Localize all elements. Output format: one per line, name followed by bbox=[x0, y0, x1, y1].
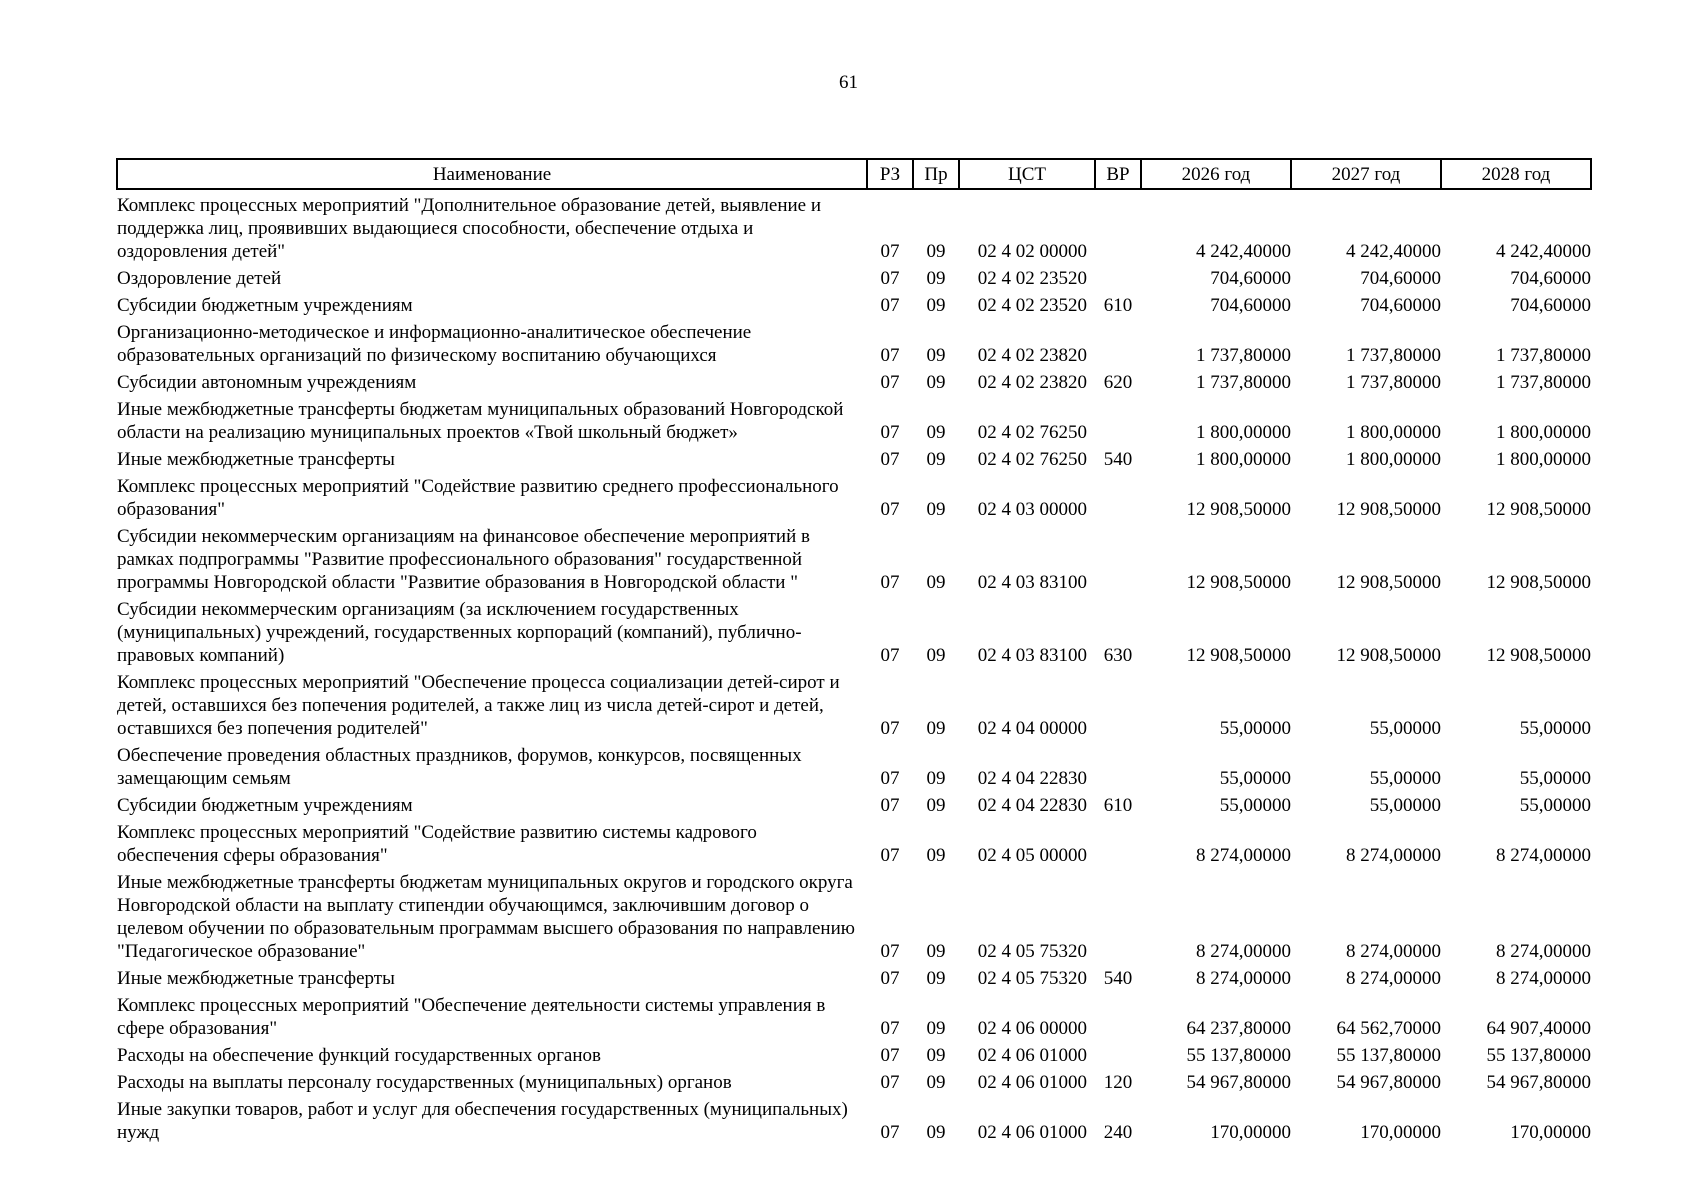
row-2028: 1 800,00000 bbox=[1496, 422, 1591, 443]
row-2028: 12 908,50000 bbox=[1486, 499, 1591, 520]
row-cst: 02 4 05 00000 bbox=[977, 845, 1087, 866]
row-2028: 1 800,00000 bbox=[1496, 449, 1591, 470]
table-row bbox=[117, 594, 1591, 667]
row-cst: 02 4 04 22830 bbox=[977, 795, 1087, 816]
table-row bbox=[117, 1094, 1591, 1144]
row-pr: 09 bbox=[926, 795, 946, 816]
row-name: Иные межбюджетные трансферты бюджетам муниципальных округов и городского округа Новгородской области на выплату стипендии обучающимся, заключившим договор о целевом обучении по образовательным программам высшего образования по направлению "Педагогическое образование" bbox=[117, 872, 855, 962]
row-cst: 02 4 02 23520 bbox=[977, 268, 1087, 289]
row-vr bbox=[1095, 263, 1141, 290]
row-pr: 09 bbox=[926, 499, 946, 520]
row-2027: 8 274,00000 bbox=[1346, 968, 1441, 989]
row-name: Субсидии некоммерческим организациям на финансовое обеспечение мероприятий в рамках подпрограммы "Развитие профессионального образования" государственной программы Новгородской области "Развитие образования в Новгородской области " bbox=[117, 526, 810, 593]
table-row bbox=[117, 471, 1591, 521]
row-pr: 09 bbox=[926, 449, 946, 470]
row-2028: 170,00000 bbox=[1510, 1122, 1591, 1143]
row-name: Иные межбюджетные трансферты bbox=[117, 968, 395, 989]
row-pr: 09 bbox=[926, 845, 946, 866]
row-cst: 02 4 06 01000 bbox=[977, 1072, 1087, 1093]
row-rz: 07 bbox=[880, 941, 900, 962]
page-number: 61 bbox=[839, 72, 858, 93]
row-2028: 8 274,00000 bbox=[1496, 941, 1591, 962]
row-name: Иные межбюджетные трансферты бюджетам муниципальных образований Новгородской области на реализацию муниципальных проектов «Твой школьный бюджет» bbox=[117, 399, 844, 443]
row-2026: 12 908,50000 bbox=[1186, 499, 1291, 520]
header-vr: ВР bbox=[1095, 159, 1141, 189]
row-cst: 02 4 06 01000 bbox=[977, 1045, 1087, 1066]
row-pr: 09 bbox=[926, 422, 946, 443]
row-2028: 4 242,40000 bbox=[1496, 241, 1591, 262]
row-cst: 02 4 03 83100 bbox=[977, 572, 1087, 593]
row-name: Иные межбюджетные трансферты bbox=[117, 449, 395, 470]
row-2028: 704,60000 bbox=[1510, 295, 1591, 316]
row-pr: 09 bbox=[926, 372, 946, 393]
row-rz: 07 bbox=[880, 1018, 900, 1039]
row-2027: 1 800,00000 bbox=[1346, 422, 1441, 443]
row-2027: 12 908,50000 bbox=[1336, 645, 1441, 666]
row-2028: 1 737,80000 bbox=[1496, 372, 1591, 393]
row-rz: 07 bbox=[880, 449, 900, 470]
row-2028: 55,00000 bbox=[1519, 768, 1591, 789]
row-name: Комплекс процессных мероприятий "Обеспечение деятельности системы управления в сфере образования" bbox=[117, 995, 826, 1039]
row-rz: 07 bbox=[880, 768, 900, 789]
row-rz: 07 bbox=[880, 499, 900, 520]
row-2028: 12 908,50000 bbox=[1486, 572, 1591, 593]
table-row bbox=[117, 667, 1591, 740]
row-2027: 55 137,80000 bbox=[1336, 1045, 1441, 1066]
row-vr bbox=[1095, 990, 1141, 1040]
header-cst: ЦСТ bbox=[959, 159, 1095, 189]
table-row bbox=[117, 1040, 1591, 1067]
row-vr bbox=[1095, 317, 1141, 367]
row-2027: 8 274,00000 bbox=[1346, 845, 1441, 866]
table-row bbox=[117, 817, 1591, 867]
row-2027: 704,60000 bbox=[1360, 295, 1441, 316]
table-row bbox=[117, 263, 1591, 290]
table-header-row bbox=[117, 159, 1591, 189]
row-vr bbox=[1095, 867, 1141, 963]
row-rz: 07 bbox=[880, 845, 900, 866]
row-cst: 02 4 05 75320 bbox=[977, 968, 1087, 989]
row-cst: 02 4 06 00000 bbox=[977, 1018, 1087, 1039]
row-name: Расходы на выплаты персоналу государственных (муниципальных) органов bbox=[117, 1072, 732, 1093]
row-rz: 07 bbox=[880, 718, 900, 739]
row-cst: 02 4 02 23520 bbox=[977, 295, 1087, 316]
row-rz: 07 bbox=[880, 345, 900, 366]
row-vr: 610 bbox=[1103, 795, 1133, 816]
row-2028: 8 274,00000 bbox=[1496, 968, 1591, 989]
row-rz: 07 bbox=[880, 572, 900, 593]
row-vr: 120 bbox=[1103, 1072, 1133, 1093]
row-cst: 02 4 03 00000 bbox=[977, 499, 1087, 520]
row-2027: 1 737,80000 bbox=[1346, 345, 1441, 366]
row-rz: 07 bbox=[880, 1122, 900, 1143]
row-2027: 1 737,80000 bbox=[1346, 372, 1441, 393]
row-2028: 8 274,00000 bbox=[1496, 845, 1591, 866]
row-2026: 54 967,80000 bbox=[1186, 1072, 1291, 1093]
row-2028: 55,00000 bbox=[1519, 795, 1591, 816]
table-row bbox=[117, 867, 1591, 963]
row-pr: 09 bbox=[926, 268, 946, 289]
row-2026: 8 274,00000 bbox=[1196, 845, 1291, 866]
row-rz: 07 bbox=[880, 241, 900, 262]
table-row bbox=[117, 394, 1591, 444]
row-vr: 540 bbox=[1103, 968, 1133, 989]
row-vr bbox=[1095, 471, 1141, 521]
row-vr: 540 bbox=[1103, 449, 1133, 470]
row-rz: 07 bbox=[880, 968, 900, 989]
row-2028: 12 908,50000 bbox=[1486, 645, 1591, 666]
row-cst: 02 4 02 23820 bbox=[977, 372, 1087, 393]
row-2026: 55,00000 bbox=[1219, 768, 1291, 789]
row-cst: 02 4 02 76250 bbox=[977, 422, 1087, 443]
row-rz: 07 bbox=[880, 1045, 900, 1066]
table-row bbox=[117, 990, 1591, 1040]
row-name: Организационно-методическое и информационно-аналитическое обеспечение образовательных организаций по физическому воспитанию обучающихся bbox=[117, 322, 752, 366]
row-name: Субсидии бюджетным учреждениям bbox=[117, 795, 413, 816]
table-row bbox=[117, 290, 1591, 317]
row-2026: 12 908,50000 bbox=[1186, 645, 1291, 666]
row-name: Иные закупки товаров, работ и услуг для обеспечения государственных (муниципальных) нужд bbox=[117, 1099, 848, 1143]
header-pr: Пр bbox=[913, 159, 959, 189]
row-pr: 09 bbox=[926, 941, 946, 962]
row-2028: 704,60000 bbox=[1510, 268, 1591, 289]
row-name: Субсидии бюджетным учреждениям bbox=[117, 295, 413, 316]
row-cst: 02 4 04 22830 bbox=[977, 768, 1087, 789]
row-vr bbox=[1095, 189, 1141, 263]
row-rz: 07 bbox=[880, 268, 900, 289]
row-cst: 02 4 02 00000 bbox=[977, 241, 1087, 262]
row-name: Комплекс процессных мероприятий "Содействие развитию среднего профессионального образования" bbox=[117, 476, 839, 520]
row-rz: 07 bbox=[880, 1072, 900, 1093]
table-row bbox=[117, 790, 1591, 817]
row-name: Комплекс процессных мероприятий "Обеспечение процесса социализации детей-сирот и детей, оставшихся без попечения родителей, а также лиц из числа детей-сирот и детей, оставшихся без попечения родителей" bbox=[117, 672, 840, 739]
row-2027: 55,00000 bbox=[1369, 768, 1441, 789]
row-pr: 09 bbox=[926, 241, 946, 262]
row-pr: 09 bbox=[926, 968, 946, 989]
row-2028: 1 737,80000 bbox=[1496, 345, 1591, 366]
row-rz: 07 bbox=[880, 795, 900, 816]
header-2026: 2026 год bbox=[1141, 159, 1291, 189]
row-2027: 704,60000 bbox=[1360, 268, 1441, 289]
row-2027: 1 800,00000 bbox=[1346, 449, 1441, 470]
row-2026: 1 737,80000 bbox=[1196, 345, 1291, 366]
row-pr: 09 bbox=[926, 718, 946, 739]
row-2026: 55 137,80000 bbox=[1186, 1045, 1291, 1066]
row-name: Субсидии некоммерческим организациям (за исключением государственных (муниципальных) учреждений, государственных корпораций (компаний), публично-правовых компаний) bbox=[117, 599, 802, 666]
row-cst: 02 4 06 01000 bbox=[977, 1122, 1087, 1143]
row-cst: 02 4 04 00000 bbox=[977, 718, 1087, 739]
row-vr: 620 bbox=[1103, 372, 1133, 393]
row-2028: 55 137,80000 bbox=[1486, 1045, 1591, 1066]
row-rz: 07 bbox=[880, 372, 900, 393]
table-row bbox=[117, 189, 1591, 263]
row-pr: 09 bbox=[926, 645, 946, 666]
row-2026: 704,60000 bbox=[1210, 295, 1291, 316]
header-2028: 2028 год bbox=[1441, 159, 1591, 189]
row-vr bbox=[1095, 817, 1141, 867]
row-cst: 02 4 02 76250 bbox=[977, 449, 1087, 470]
table-row bbox=[117, 444, 1591, 471]
row-2026: 1 800,00000 bbox=[1196, 449, 1291, 470]
row-2026: 170,00000 bbox=[1210, 1122, 1291, 1143]
row-name: Комплекс процессных мероприятий "Дополнительное образование детей, выявление и поддержка лиц, проявивших выдающиеся способности, обеспечение отдыха и оздоровления детей" bbox=[117, 195, 822, 262]
row-pr: 09 bbox=[926, 1072, 946, 1093]
row-name: Расходы на обеспечение функций государственных органов bbox=[117, 1045, 601, 1066]
row-name: Субсидии автономным учреждениям bbox=[117, 372, 417, 393]
table-row bbox=[117, 740, 1591, 790]
row-vr bbox=[1095, 521, 1141, 594]
row-rz: 07 bbox=[880, 295, 900, 316]
row-2027: 64 562,70000 bbox=[1336, 1018, 1441, 1039]
row-2026: 1 737,80000 bbox=[1196, 372, 1291, 393]
budget-table bbox=[116, 158, 1592, 1144]
row-name: Оздоровление детей bbox=[117, 268, 282, 289]
row-vr bbox=[1095, 1040, 1141, 1067]
row-2026: 55,00000 bbox=[1219, 795, 1291, 816]
row-rz: 07 bbox=[880, 422, 900, 443]
row-2026: 8 274,00000 bbox=[1196, 968, 1291, 989]
row-vr: 240 bbox=[1103, 1122, 1133, 1143]
row-2027: 55,00000 bbox=[1369, 795, 1441, 816]
row-2026: 1 800,00000 bbox=[1196, 422, 1291, 443]
row-2027: 55,00000 bbox=[1369, 718, 1441, 739]
row-name: Обеспечение проведения областных праздников, форумов, конкурсов, посвященных замещающим семьям bbox=[117, 745, 802, 789]
row-2026: 8 274,00000 bbox=[1196, 941, 1291, 962]
row-pr: 09 bbox=[926, 1122, 946, 1143]
row-pr: 09 bbox=[926, 1045, 946, 1066]
row-vr bbox=[1095, 394, 1141, 444]
row-vr bbox=[1095, 667, 1141, 740]
row-2027: 12 908,50000 bbox=[1336, 572, 1441, 593]
row-pr: 09 bbox=[926, 1018, 946, 1039]
row-2028: 64 907,40000 bbox=[1486, 1018, 1591, 1039]
row-pr: 09 bbox=[926, 768, 946, 789]
row-vr: 630 bbox=[1103, 645, 1133, 666]
header-name: Наименование bbox=[117, 159, 867, 189]
row-2027: 8 274,00000 bbox=[1346, 941, 1441, 962]
row-2026: 12 908,50000 bbox=[1186, 572, 1291, 593]
row-name: Комплекс процессных мероприятий "Содействие развитию системы кадрового обеспечения сферы образования" bbox=[117, 822, 757, 866]
header-2027: 2027 год bbox=[1291, 159, 1441, 189]
table-row bbox=[117, 367, 1591, 394]
header-rz: РЗ bbox=[867, 159, 913, 189]
row-2026: 55,00000 bbox=[1219, 718, 1291, 739]
row-vr: 610 bbox=[1103, 295, 1133, 316]
row-2026: 64 237,80000 bbox=[1186, 1018, 1291, 1039]
table-body bbox=[117, 189, 1591, 1144]
row-2026: 704,60000 bbox=[1210, 268, 1291, 289]
row-2028: 55,00000 bbox=[1519, 718, 1591, 739]
table-row bbox=[117, 963, 1591, 990]
row-2027: 54 967,80000 bbox=[1336, 1072, 1441, 1093]
table-row bbox=[117, 317, 1591, 367]
row-2027: 4 242,40000 bbox=[1346, 241, 1441, 262]
row-2027: 170,00000 bbox=[1360, 1122, 1441, 1143]
row-vr bbox=[1095, 740, 1141, 790]
row-pr: 09 bbox=[926, 572, 946, 593]
row-rz: 07 bbox=[880, 645, 900, 666]
row-pr: 09 bbox=[926, 295, 946, 316]
table-row bbox=[117, 1067, 1591, 1094]
table-row bbox=[117, 521, 1591, 594]
row-cst: 02 4 05 75320 bbox=[977, 941, 1087, 962]
row-2026: 4 242,40000 bbox=[1196, 241, 1291, 262]
row-cst: 02 4 03 83100 bbox=[977, 645, 1087, 666]
row-cst: 02 4 02 23820 bbox=[977, 345, 1087, 366]
row-2028: 54 967,80000 bbox=[1486, 1072, 1591, 1093]
row-pr: 09 bbox=[926, 345, 946, 366]
row-2027: 12 908,50000 bbox=[1336, 499, 1441, 520]
